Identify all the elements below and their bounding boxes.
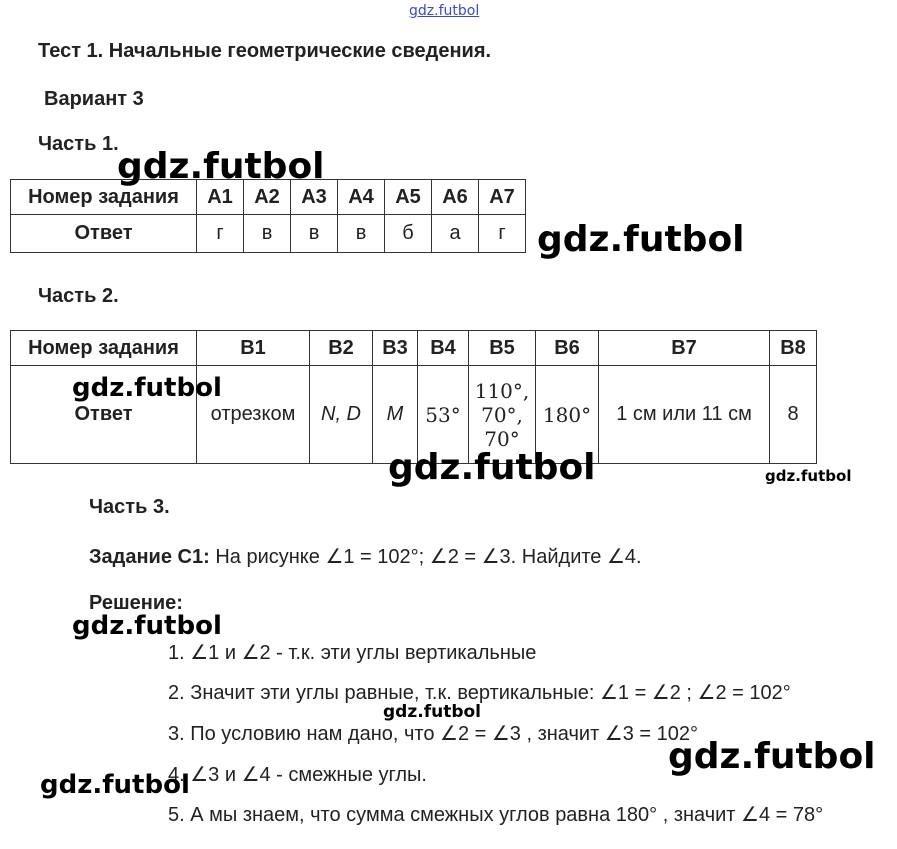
watermark: gdz.futbol [388, 447, 596, 488]
watermark: gdz.futbol [72, 373, 222, 403]
part2-col: B7 [599, 331, 770, 366]
watermark-top: gdz.futbol [409, 3, 480, 19]
part1-answer: а [432, 215, 479, 253]
part2-answer: 1 см или 11 см [599, 366, 770, 464]
part2-label: Часть 2. [38, 285, 119, 307]
part1-col: A5 [385, 180, 432, 215]
part2-answer: 8 [770, 366, 817, 464]
part2-answer: отрезком [197, 366, 310, 464]
task-c1 [89, 544, 642, 569]
part1-col: A1 [197, 180, 244, 215]
part2-col: B2 [310, 331, 373, 366]
part2-answer: 110°, 70°, 70° [469, 366, 536, 464]
task-text: На рисунке ∠1 = 102°; ∠2 = ∠3. Найдите ∠4. [215, 546, 642, 568]
part2-col: B8 [770, 331, 817, 366]
part1-answer: г [197, 215, 244, 253]
solution-step: 4. ∠3 и ∠4 - смежные углы. [168, 764, 427, 786]
part1-col: A4 [338, 180, 385, 215]
variant-label: Вариант 3 [44, 88, 144, 110]
part2-col: B6 [536, 331, 599, 366]
part1-table [10, 179, 526, 253]
part1-col: A2 [244, 180, 291, 215]
part1-col: A6 [432, 180, 479, 215]
part2-answer: 53° [418, 366, 469, 464]
watermark: gdz.futbol [668, 736, 876, 777]
task-label: Задание С1: [89, 546, 210, 568]
part2-answer: N, D [310, 366, 373, 464]
part1-label: Часть 1. [38, 133, 119, 155]
part2-answer: 180° [536, 366, 599, 464]
watermark: gdz.futbol [537, 219, 745, 260]
part1-answer: г [479, 215, 526, 253]
part1-header-label: Номер задания [11, 180, 197, 215]
part1-col: A7 [479, 180, 526, 215]
part2-col: B3 [373, 331, 418, 366]
part1-answer: в [291, 215, 338, 253]
solution-step: 2. Значит эти углы равные, т.к. вертикальные: ∠1 = ∠2 ; ∠2 = 102° [168, 682, 791, 704]
solution-step: 1. ∠1 и ∠2 - т.к. эти углы вертикальные [168, 642, 537, 664]
solution-step: 3. По условию нам дано, что ∠2 = ∠3 , значит ∠3 = 102° [168, 723, 699, 745]
solution-label: Решение: [89, 592, 183, 614]
page-title: Тест 1. Начальные геометрические сведения. [38, 40, 492, 62]
part1-answer: в [244, 215, 291, 253]
part2-col: B1 [197, 331, 310, 366]
part2-col: B4 [418, 331, 469, 366]
part2-answer: M [373, 366, 418, 464]
watermark: gdz.futbol [117, 146, 325, 187]
part1-answer-label: Ответ [11, 215, 197, 253]
solution-step: 5. А мы знаем, что сумма смежных углов равна 180° , значит ∠4 = 78° [168, 804, 824, 826]
watermark: gdz.futbol [765, 467, 852, 485]
watermark: gdz.futbol [72, 611, 222, 641]
watermark: gdz.futbol [40, 770, 190, 800]
part2-header-label: Номер задания [11, 331, 197, 366]
watermark: gdz.futbol [383, 702, 481, 722]
part1-answer: б [385, 215, 432, 253]
part2-answer-label: Ответ [11, 366, 197, 464]
part3-label: Часть 3. [89, 496, 170, 518]
part1-col: A3 [291, 180, 338, 215]
part1-answer: в [338, 215, 385, 253]
part2-col: B5 [469, 331, 536, 366]
